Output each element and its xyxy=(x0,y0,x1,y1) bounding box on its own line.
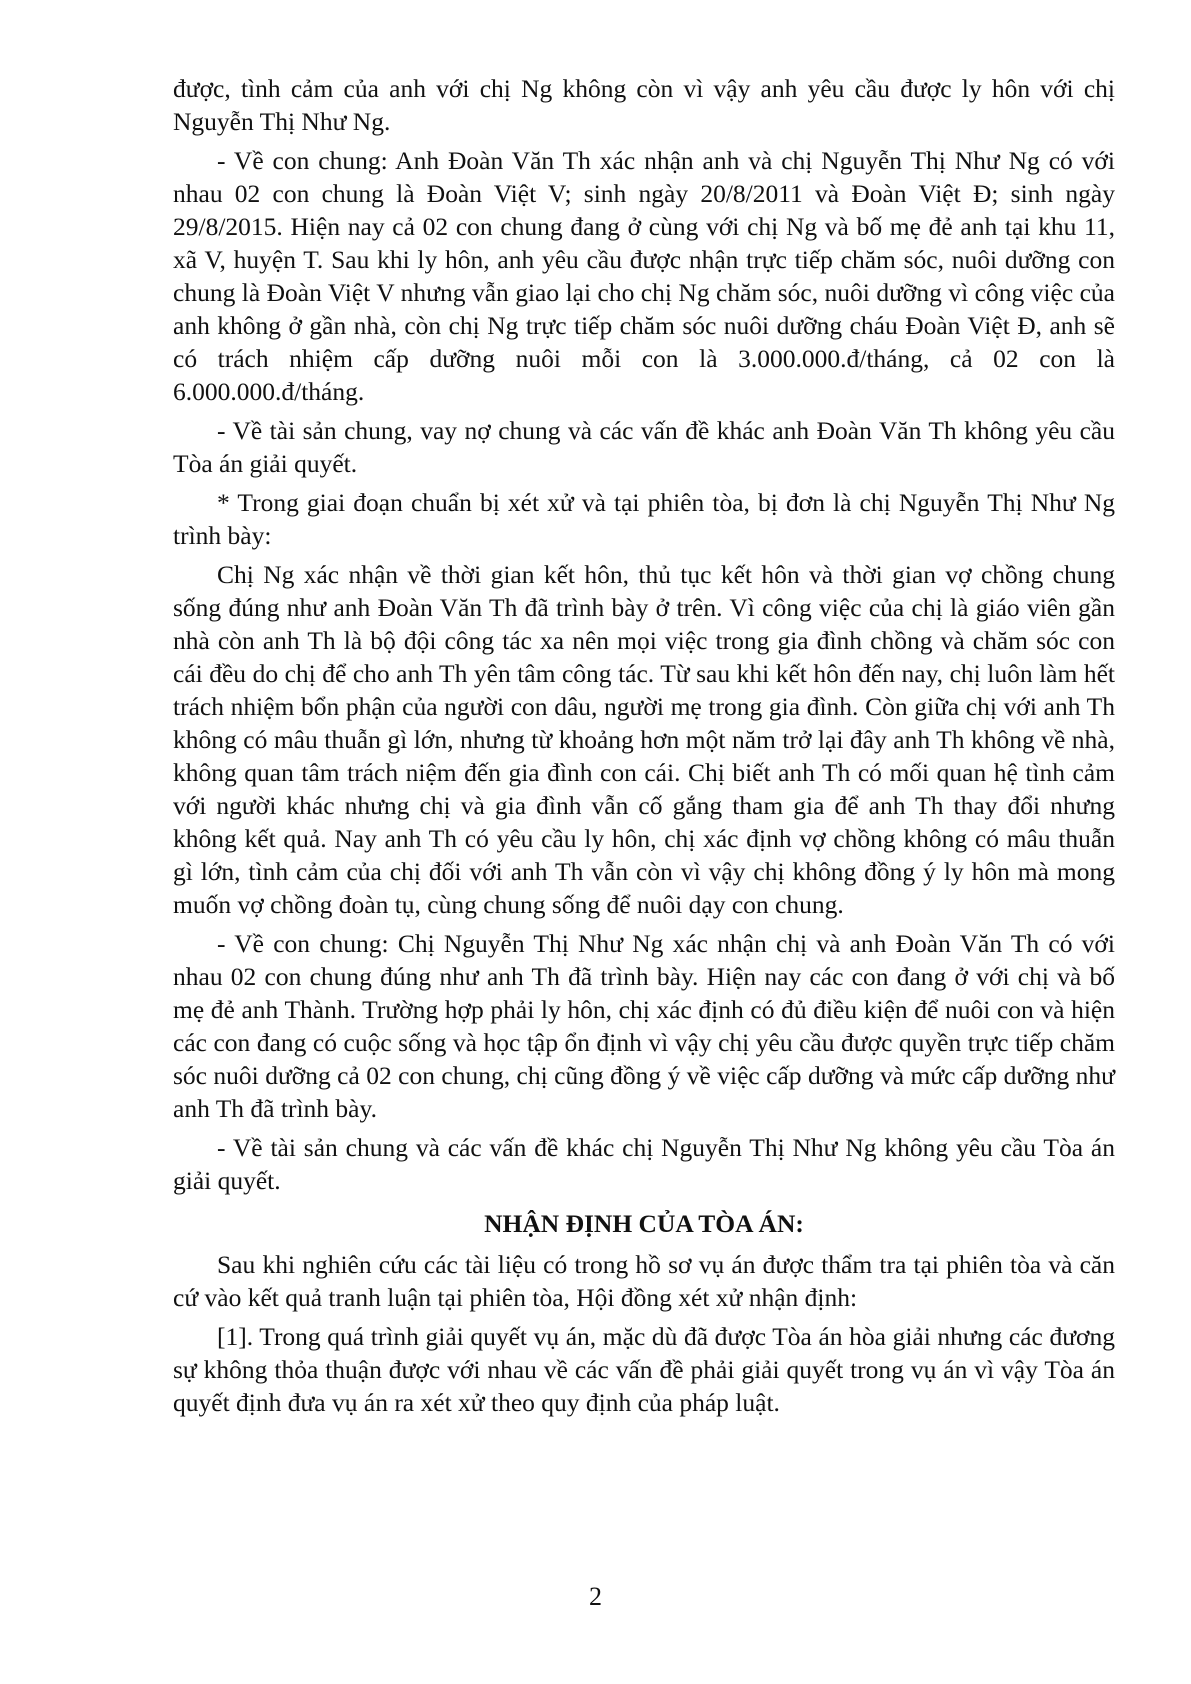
paragraph-continuation: được, tình cảm của anh với chị Ng không còn vì vậy anh yêu cầu được ly hôn với chị Nguyễn Thị Như Ng. xyxy=(173,74,1115,136)
paragraph-court-intro: Sau khi nghiên cứu các tài liệu có trong hồ sơ vụ án được thẩm tra tại phiên tòa và căn cứ vào kết quả tranh luận tại phiên tòa, Hội đồng xét xử nhận định: xyxy=(173,1250,1115,1312)
paragraph-court-point-1: [1]. Trong quá trình giải quyết vụ án, mặc dù đã được Tòa án hòa giải nhưng các đương sự không thỏa thuận được với nhau về các vấn đề phải giải quyết trong vụ án vì vậy Tòa án quyết định đưa vụ án ra xét xử theo quy định của pháp luật. xyxy=(173,1322,1115,1417)
document-body xyxy=(173,72,1115,1425)
section-heading: NHẬN ĐỊNH CỦA TÒA ÁN: xyxy=(484,1209,804,1238)
paragraph-defendant-assets: - Về tài sản chung và các vấn đề khác chị Nguyễn Thị Như Ng không yêu cầu Tòa án giải quyết. xyxy=(173,1133,1115,1195)
paragraph-defendant-intro: * Trong giai đoạn chuẩn bị xét xử và tại phiên tòa, bị đơn là chị Nguyễn Thị Như Ng trình bày: xyxy=(173,488,1115,550)
paragraph-plaintiff-assets: - Về tài sản chung, vay nợ chung và các vấn đề khác anh Đoàn Văn Th không yêu cầu Tòa án giải quyết. xyxy=(173,416,1115,478)
paragraph-defendant-children: - Về con chung: Chị Nguyễn Thị Như Ng xác nhận chị và anh Đoàn Văn Th có với nhau 02 con chung đúng như anh Th đã trình bày. Hiện nay các con đang ở với chị và bố mẹ đẻ anh Thành. Trường hợp phải ly hôn, chị xác định có đủ điều kiện để nuôi con và hiện các con đang có cuộc sống và học tập ổn định vì vậy chị yêu cầu được quyền trực tiếp chăm sóc nuôi dưỡng cả 02 con chung, chị cũng đồng ý về việc cấp dưỡng và mức cấp dưỡng như anh Th đã trình bày. xyxy=(173,929,1115,1123)
paragraph-plaintiff-children: - Về con chung: Anh Đoàn Văn Th xác nhận anh và chị Nguyễn Thị Như Ng có với nhau 02 con chung là Đoàn Việt V; sinh ngày 20/8/2011 và Đoàn Việt Đ; sinh ngày 29/8/2015. Hiện nay cả 02 con chung đang ở cùng với chị Ng và bố mẹ đẻ anh tại khu 11, xã V, huyện T. Sau khi ly hôn, anh yêu cầu được nhận trực tiếp chăm sóc, nuôi dưỡng con chung là Đoàn Việt V nhưng vẫn giao lại cho chị Ng chăm sóc, nuôi dưỡng vì công việc của anh không ở gần nhà, còn chị Ng trực tiếp chăm sóc nuôi dưỡng cháu Đoàn Việt Đ, anh sẽ có trách nhiệm cấp dưỡng nuôi mỗi con là 3.000.000.đ/tháng, cả 02 con là 6.000.000.đ/tháng. xyxy=(173,146,1115,406)
page-number: 2 xyxy=(589,1582,602,1611)
paragraph-defendant-statement: Chị Ng xác nhận về thời gian kết hôn, thủ tục kết hôn và thời gian vợ chồng chung sống đúng như anh Đoàn Văn Th đã trình bày ở trên. Vì công việc của chị là giáo viên gần nhà còn anh Th là bộ đội công tác xa nên mọi việc trong gia đình chồng và chăm sóc con cái đều do chị để cho anh Th yên tâm công tác. Từ sau khi kết hôn đến nay, chị luôn làm hết trách nhiệm bổn phận của người con dâu, người mẹ trong gia đình. Còn giữa chị với anh Th không có mâu thuẫn gì lớn, nhưng từ khoảng hơn một năm trở lại đây anh Th không về nhà, không quan tâm trách niệm đến gia đình con cái. Chị biết anh Th có mối quan hệ tình cảm với người khác nhưng chị và gia đình vẫn cố gắng tham gia để anh Th thay đổi nhưng không kết quả. Nay anh Th có yêu cầu ly hôn, chị xác định vợ chồng không có mâu thuẫn gì lớn, tình cảm của chị đối với anh Th vẫn còn vì vậy chị không đồng ý ly hôn mà mong muốn vợ chồng đoàn tụ, cùng chung sống để nuôi dạy con chung. xyxy=(173,560,1115,919)
